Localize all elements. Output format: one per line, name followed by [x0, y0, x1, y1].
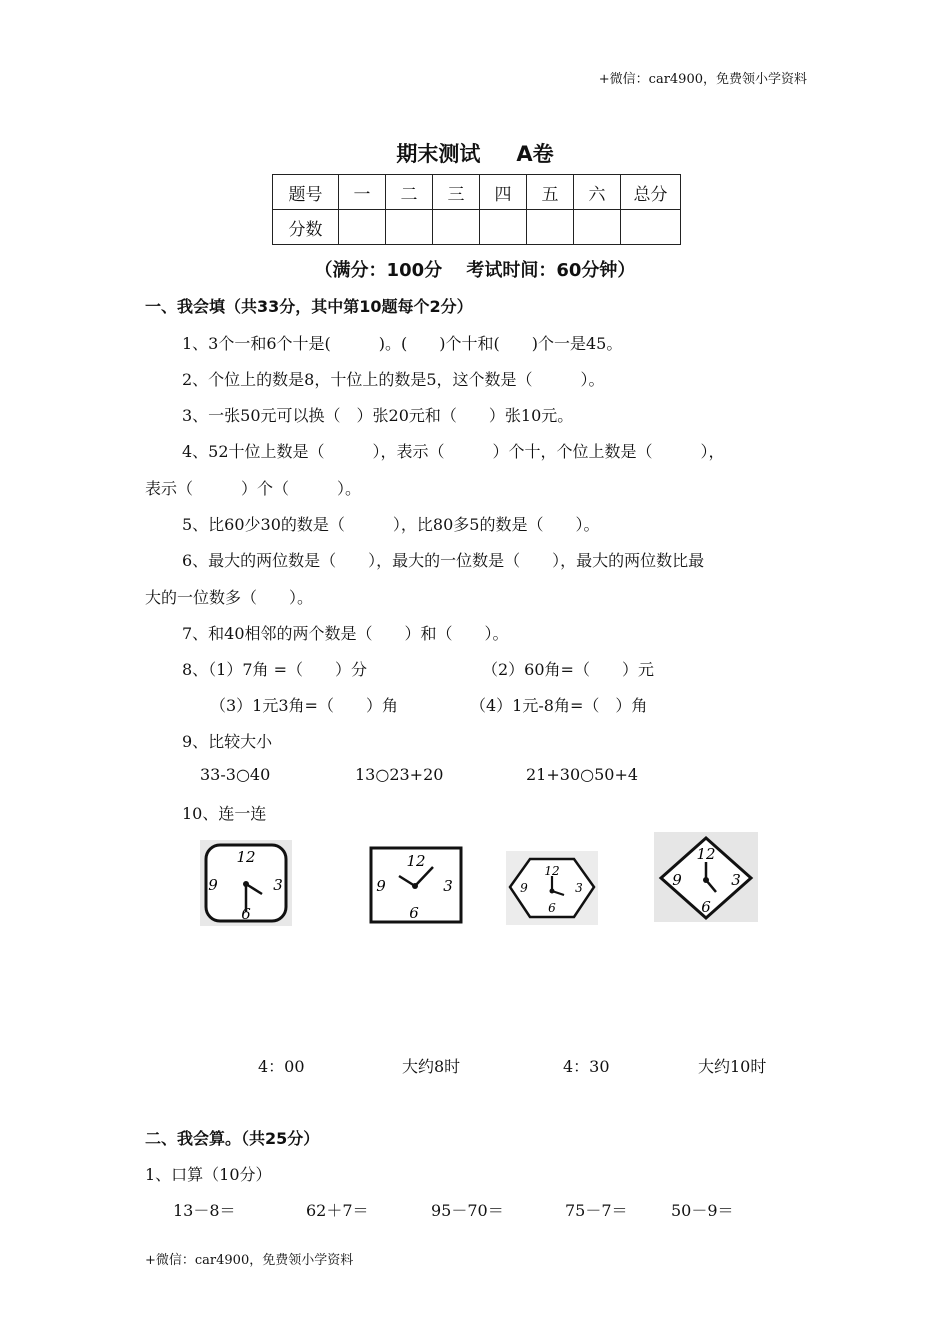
question-4-cont: 表示（ ）个（ ）。 — [145, 479, 362, 498]
svg-text:3: 3 — [273, 876, 283, 894]
clock-diamond — [654, 832, 758, 922]
svg-text:6: 6 — [409, 904, 419, 922]
question-8-2: （2）60角=（ ）元 — [482, 660, 654, 679]
score-input-cell[interactable] — [433, 210, 480, 245]
score-cell: 四 — [480, 175, 527, 210]
score-input-cell[interactable] — [574, 210, 621, 245]
svg-text:9: 9 — [376, 877, 386, 895]
question-3: 3、一张50元可以换（ ）张20元和（ ）张10元。 — [182, 406, 574, 425]
exam-info: （满分：100分 考试时间：60分钟） — [314, 260, 636, 281]
svg-text:9: 9 — [672, 871, 682, 889]
compare-item: 33-3○40 — [200, 765, 271, 784]
score-input-cell[interactable] — [339, 210, 386, 245]
question-8-1: 8、（1）7角 =（ ）分 — [182, 660, 368, 679]
question-4: 4、52十位上数是（ ），表示（ ）个十，个位上数是（ ）， — [182, 442, 725, 461]
score-input-cell[interactable] — [386, 210, 433, 245]
score-input-cell[interactable] — [621, 210, 681, 245]
score-cell: 五 — [527, 175, 574, 210]
svg-text:6: 6 — [701, 898, 711, 916]
svg-text:3: 3 — [575, 881, 583, 895]
score-cell: 一 — [339, 175, 386, 210]
calc-item: 62＋7＝ — [306, 1201, 369, 1220]
score-cell: 分数 — [273, 210, 339, 245]
section2-title: 二、我会算。（共25分） — [145, 1129, 320, 1148]
svg-text:6: 6 — [548, 901, 556, 915]
clock-hexagon — [506, 851, 598, 925]
calc-item: 75－7＝ — [565, 1201, 628, 1220]
clock-label: 4：30 — [563, 1057, 610, 1076]
clock-square — [368, 845, 464, 925]
score-table-score-row — [273, 210, 681, 245]
calc-item: 13－8＝ — [173, 1201, 236, 1220]
page-title — [0, 138, 950, 168]
footer-note: +微信：car4900，免费领小学资料 — [145, 1253, 354, 1268]
svg-text:12: 12 — [406, 852, 426, 870]
title-volume: A卷 — [516, 142, 554, 166]
question-8-3: （3）1元3角=（ ）角 — [210, 696, 398, 715]
title-main: 期末测试 — [396, 142, 481, 166]
compare-item: 13○23+20 — [355, 765, 444, 784]
score-table — [272, 174, 681, 245]
question-9: 9、比较大小 — [182, 732, 273, 751]
question-10: 10、连一连 — [182, 804, 267, 823]
section1-title: 一、我会填（共33分，其中第10题每个2分） — [145, 297, 473, 316]
score-cell: 题号 — [273, 175, 339, 210]
header-note: +微信：car4900，免费领小学资料 — [598, 72, 807, 87]
calc-item: 50－9＝ — [671, 1201, 734, 1220]
question-6-cont: 大的一位数多（ ）。 — [145, 588, 314, 607]
score-cell: 六 — [574, 175, 621, 210]
svg-text:12: 12 — [544, 864, 560, 878]
question-1: 1、3个一和6个十是( )。( )个十和( )个一是45。 — [182, 334, 623, 353]
score-cell: 总分 — [621, 175, 681, 210]
svg-text:9: 9 — [520, 881, 528, 895]
svg-text:3: 3 — [731, 871, 741, 889]
question-6: 6、最大的两位数是（ ），最大的一位数是（ ），最大的两位数比最 — [182, 551, 705, 570]
clock-label: 大约8时 — [402, 1057, 461, 1076]
question-2: 2、个位上的数是8，十位上的数是5，这个数是（ ）。 — [182, 370, 605, 389]
svg-text:12: 12 — [236, 848, 256, 866]
calc-item: 95－70＝ — [431, 1201, 504, 1220]
clock-rounded-square — [200, 840, 292, 926]
score-cell: 三 — [433, 175, 480, 210]
section2-sub1: 1、口算（10分） — [145, 1165, 272, 1184]
score-cell: 二 — [386, 175, 433, 210]
svg-text:3: 3 — [443, 877, 453, 895]
compare-item: 21+30○50+4 — [526, 765, 639, 784]
question-5: 5、比60少30的数是（ ），比80多5的数是（ ）。 — [182, 515, 600, 534]
question-8-4: （4）1元-8角=（ ）角 — [470, 696, 648, 715]
svg-text:12: 12 — [696, 845, 716, 863]
score-input-cell[interactable] — [527, 210, 574, 245]
score-input-cell[interactable] — [480, 210, 527, 245]
score-table-header-row — [273, 175, 681, 210]
question-7: 7、和40相邻的两个数是（ ）和（ ）。 — [182, 624, 509, 643]
svg-text:9: 9 — [208, 876, 218, 894]
svg-text:6: 6 — [241, 905, 251, 923]
clock-label: 4：00 — [258, 1057, 305, 1076]
clock-label: 大约10时 — [698, 1057, 767, 1076]
